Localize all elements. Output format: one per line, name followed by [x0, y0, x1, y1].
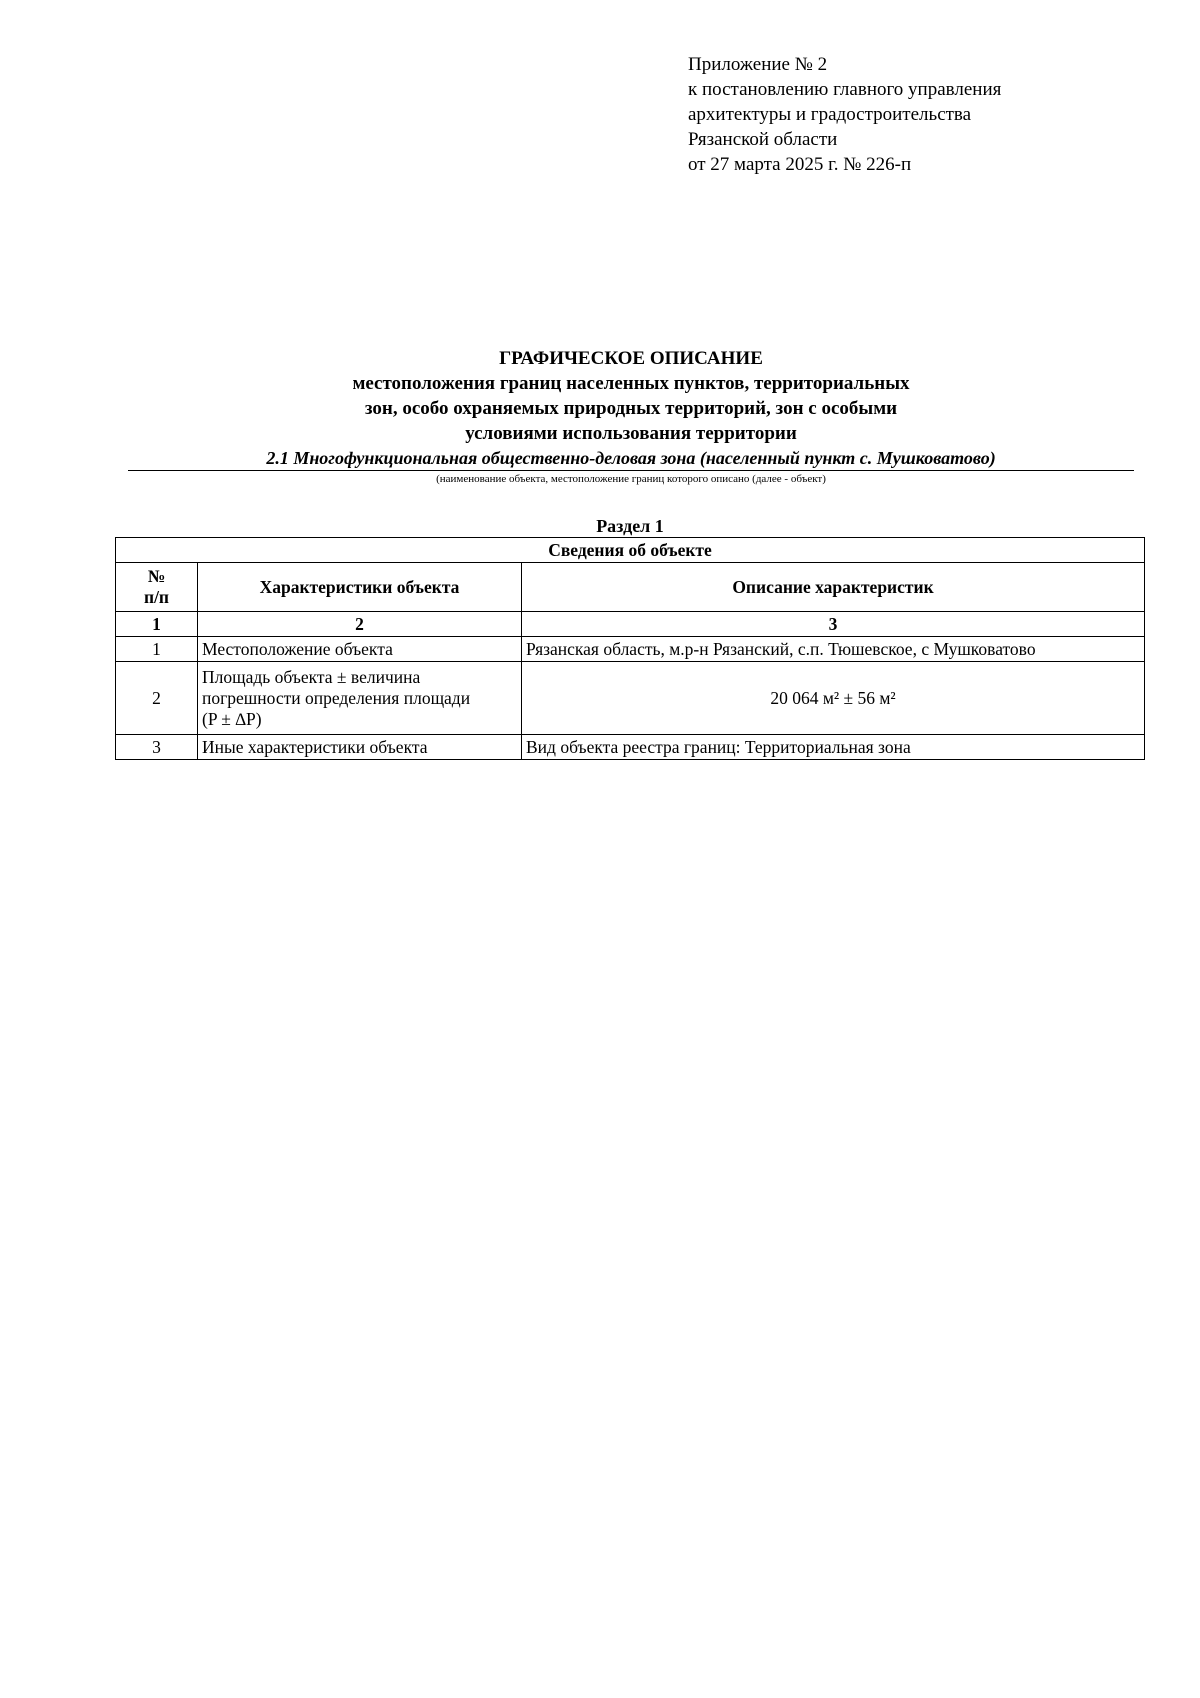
row-value: Рязанская область, м.р-н Рязанский, с.п. Тюшевское, с Мушковатово [522, 637, 1145, 662]
column-number-2: 2 [198, 612, 522, 637]
row-name: Местоположение объекта [198, 637, 522, 662]
annex-header [688, 52, 1001, 177]
row-name-line-2: погрешности определения площади [202, 687, 471, 708]
document-title-block [128, 346, 1134, 487]
header-characteristics: Характеристики объекта [198, 563, 522, 612]
row-value: 20 064 м² ± 56 м² [522, 662, 1145, 735]
document-subtitle-line-2: зон, особо охраняемых природных территорий, зон с особыми [364, 398, 898, 419]
annex-line-1: Приложение № 2 [688, 54, 828, 75]
table-caption: Сведения об объекте [116, 538, 1145, 563]
object-name-note: (наименование объекта, местоположение границ которого описано (далее - объект) [436, 473, 826, 485]
row-num: 3 [116, 735, 198, 760]
table-caption-row [116, 538, 1145, 563]
header-num-line-2: п/п [143, 587, 170, 607]
row-num: 2 [116, 662, 198, 735]
row-num: 1 [116, 637, 198, 662]
row-name [198, 662, 522, 735]
header-num-line-1: № [147, 566, 166, 586]
document-subtitle-line-3: условиями использования территории [465, 423, 797, 444]
object-info-table [115, 537, 1145, 760]
row-name-line-3: (P ± ∆P) [202, 708, 262, 729]
column-number-1: 1 [116, 612, 198, 637]
annex-line-5: от 27 марта 2025 г. № 226-п [688, 154, 912, 175]
object-name: 2.1 Многофункциональная общественно-деловая зона (населенный пункт с. Мушковатово) [128, 447, 1134, 471]
row-name: Иные характеристики объекта [198, 735, 522, 760]
column-number-3: 3 [522, 612, 1145, 637]
annex-line-2: к постановлению главного управления [688, 79, 1002, 100]
table-row [116, 637, 1145, 662]
column-number-row [116, 612, 1145, 637]
table-row [116, 735, 1145, 760]
document-subtitle-line-1: местоположения границ населенных пунктов, территориальных [352, 373, 910, 394]
row-name-line-1: Площадь объекта ± величина [202, 666, 421, 687]
header-num [116, 563, 198, 612]
table-row [116, 662, 1145, 735]
row-value: Вид объекта реестра границ: Территориальная зона [522, 735, 1145, 760]
annex-line-3: архитектуры и градостроительства [688, 104, 972, 125]
table-header-row [116, 563, 1145, 612]
annex-line-4: Рязанской области [688, 129, 838, 150]
document-title: ГРАФИЧЕСКОЕ ОПИСАНИЕ [499, 348, 763, 369]
section-title: Раздел 1 [596, 516, 664, 536]
header-description: Описание характеристик [522, 563, 1145, 612]
